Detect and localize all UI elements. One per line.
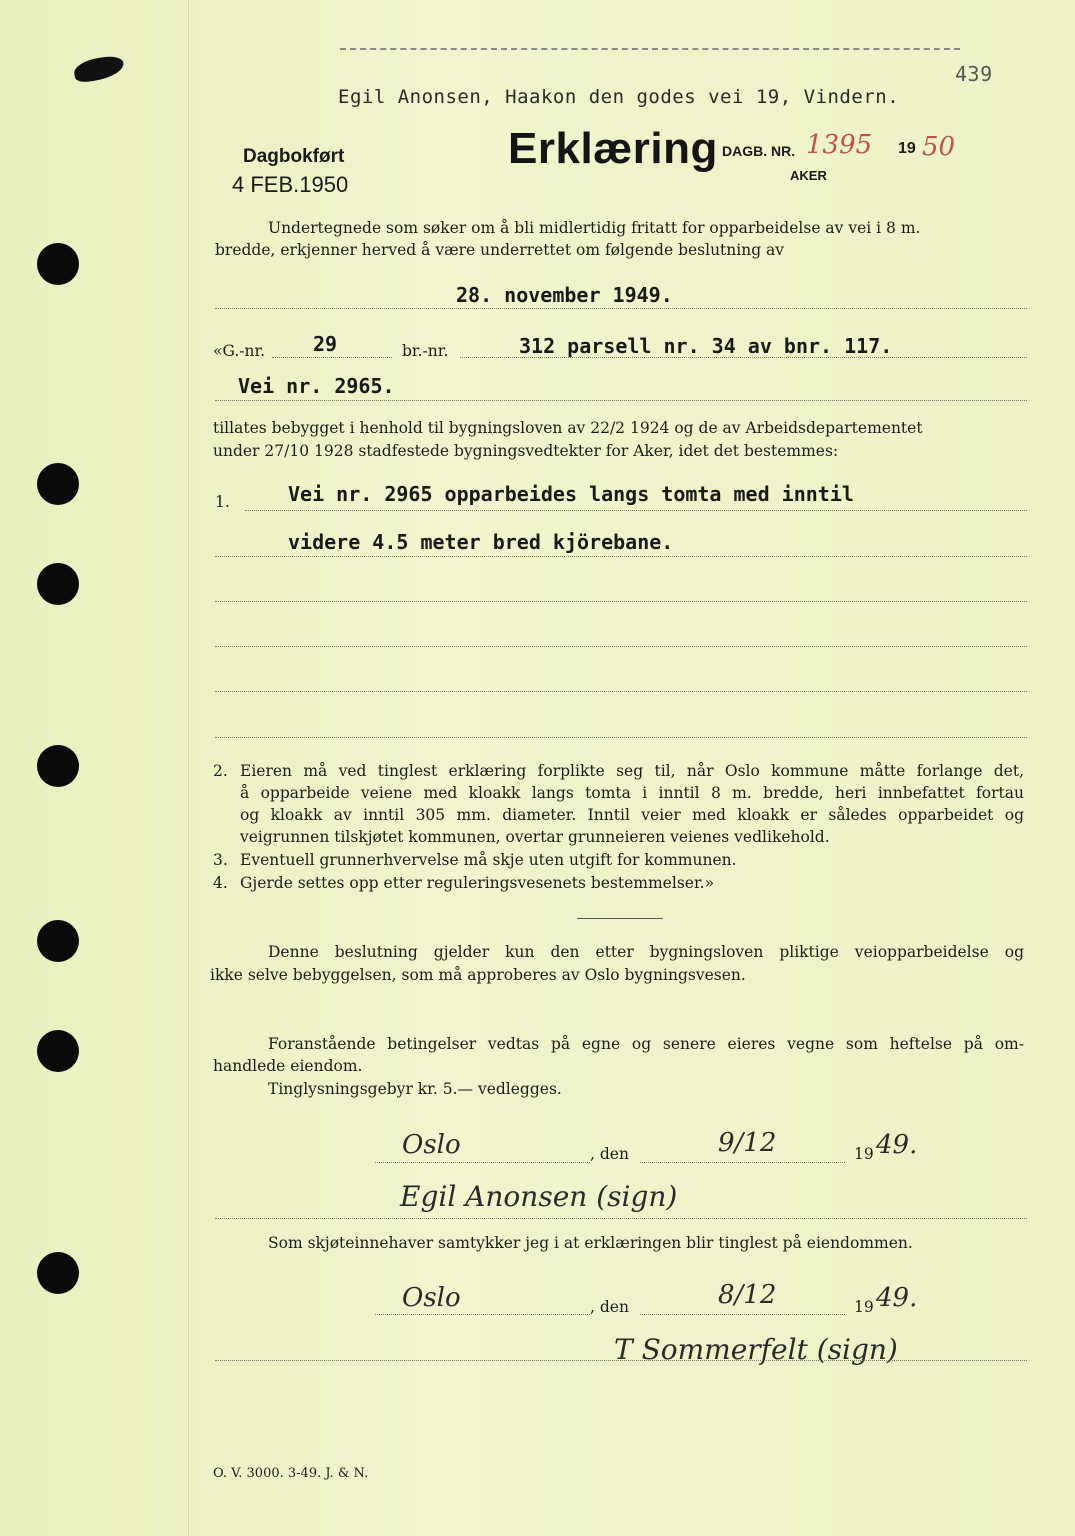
dotted-line: [215, 737, 1027, 738]
punch-hole: [37, 243, 79, 285]
condition-1-number: 1.: [215, 493, 230, 511]
address-line: Egil Anonsen, Haakon den godes vei 19, Vindern.: [338, 86, 900, 108]
page-number: 439: [955, 62, 993, 86]
dotted-line: [215, 308, 1027, 309]
scope-line-2: ikke selve bebyggelsen, som må approberes av Oslo bygningsvesen.: [210, 966, 746, 984]
terms-line-2: handlede eiendom.: [213, 1057, 363, 1075]
punch-hole: [37, 1252, 79, 1294]
signature-2-place: Oslo: [402, 1283, 461, 1313]
punch-hole: [37, 463, 79, 505]
dotted-line: [215, 400, 1027, 401]
separator-rule: [577, 918, 663, 919]
signature-2-year-prefix: 19: [854, 1298, 874, 1316]
signature-2-year: 49.: [876, 1283, 918, 1313]
dagb-label: DAGB. NR.: [722, 143, 796, 159]
brnr-label: br.-nr.: [402, 342, 449, 360]
faded-typed-line: [340, 48, 960, 50]
ink-mark: [73, 55, 126, 84]
condition-2-line-2: å opparbeide veiene med kloakk langs tomta i inntil 8 m. bredde, heri innbefattet fortau: [240, 784, 1024, 802]
dagb-year: 50: [922, 132, 956, 162]
document-title: Erklæring: [508, 124, 718, 173]
dotted-line: [245, 510, 1027, 511]
scope-line-1: Denne beslutning gjelder kun den etter bygningsloven pliktige veiopparbeidelse og: [268, 943, 1024, 961]
dagb-year-prefix: 19: [898, 140, 916, 157]
signature-1-year-prefix: 19: [854, 1145, 874, 1163]
aker-stamp: AKER: [790, 168, 827, 183]
signature-2-den: , den: [590, 1298, 629, 1316]
form-code: O. V. 3000. 3-49. J. & N.: [213, 1466, 369, 1481]
condition-1-line-1: Vei nr. 2965 opparbeides langs tomta med inntil: [288, 482, 854, 506]
condition-1-line-2: videre 4.5 meter bred kjörebane.: [288, 530, 674, 554]
dotted-line: [215, 646, 1027, 647]
dotted-line: [460, 357, 1027, 358]
condition-4-number: 4.: [213, 874, 228, 892]
dotted-line: [375, 1162, 590, 1163]
punch-hole: [37, 563, 79, 605]
brnr-value: 312 parsell nr. 34 av bnr. 117.: [519, 334, 893, 358]
punch-hole: [37, 1030, 79, 1072]
gnr-value: 29: [313, 332, 338, 356]
dotted-line: [215, 601, 1027, 602]
signature-2-name: T Sommerfelt (sign): [614, 1333, 898, 1366]
intro-line-1: Undertegnede som søker om å bli midlertidig fritatt for opparbeidelse av vei i 8 m.: [268, 219, 921, 237]
dotted-line: [640, 1162, 845, 1163]
dotted-line: [272, 357, 392, 358]
condition-2-number: 2.: [213, 762, 228, 780]
condition-3-line-1: Eventuell grunnerhvervelse må skje uten utgift for kommunen.: [240, 851, 737, 869]
dotted-line: [375, 1314, 590, 1315]
signature-1-date: 9/12: [718, 1128, 777, 1158]
dagb-number: 1395: [806, 130, 873, 160]
dotted-line: [215, 1360, 1027, 1361]
consent-line: Som skjøteinnehaver samtykker jeg i at erklæringen blir tinglest på eiendommen.: [268, 1234, 913, 1252]
dotted-line: [640, 1314, 845, 1315]
condition-4-line-1: Gjerde settes opp etter reguleringsvesenets bestemmelser.»: [240, 874, 715, 892]
punch-hole: [37, 920, 79, 962]
signature-1-year: 49.: [876, 1130, 918, 1160]
condition-2-line-3: og kloakk av inntil 305 mm. diameter. Inntil veier med kloakk er således opparbeidet og: [240, 806, 1024, 824]
fee-line: Tinglysningsgebyr kr. 5.— vedlegges.: [268, 1080, 562, 1098]
condition-3-number: 3.: [213, 851, 228, 869]
terms-line-1: Foranstående betingelser vedtas på egne og senere eieres vegne som heftelse på om-: [268, 1035, 1024, 1053]
permit-line-1: tillates bebygget i henhold til bygningsloven av 22/2 1924 og de av Arbeidsdepartementet: [213, 419, 923, 437]
intro-line-2: bredde, erkjenner herved å være underrettet om følgende beslutning av: [215, 241, 785, 259]
dotted-line: [215, 1218, 1027, 1219]
gnr-label: «G.-nr.: [213, 342, 266, 360]
stamp-label: Dagbokført: [243, 146, 345, 167]
decision-date: 28. november 1949.: [456, 283, 673, 307]
dotted-line: [215, 691, 1027, 692]
signature-2-date: 8/12: [718, 1280, 777, 1310]
stamp-date: 4 FEB.1950: [232, 172, 349, 197]
signature-1-place: Oslo: [402, 1130, 461, 1160]
dotted-line: [215, 556, 1027, 557]
permit-line-2: under 27/10 1928 stadfestede bygningsvedtekter for Aker, idet det bestemmes:: [213, 442, 839, 460]
condition-2-line-1: Eieren må ved tinglest erklæring forplikte seg til, når Oslo kommune måtte forlange det,: [240, 762, 1024, 780]
signature-1-den: , den: [590, 1145, 629, 1163]
condition-2-line-4: veigrunnen tilskjøtet kommunen, overtar grunneieren veienes vedlikehold.: [240, 828, 830, 846]
margin-line: [188, 0, 189, 1536]
signature-1-name: Egil Anonsen (sign): [400, 1180, 678, 1213]
vei-number: Vei nr. 2965.: [238, 374, 395, 398]
punch-hole: [37, 745, 79, 787]
